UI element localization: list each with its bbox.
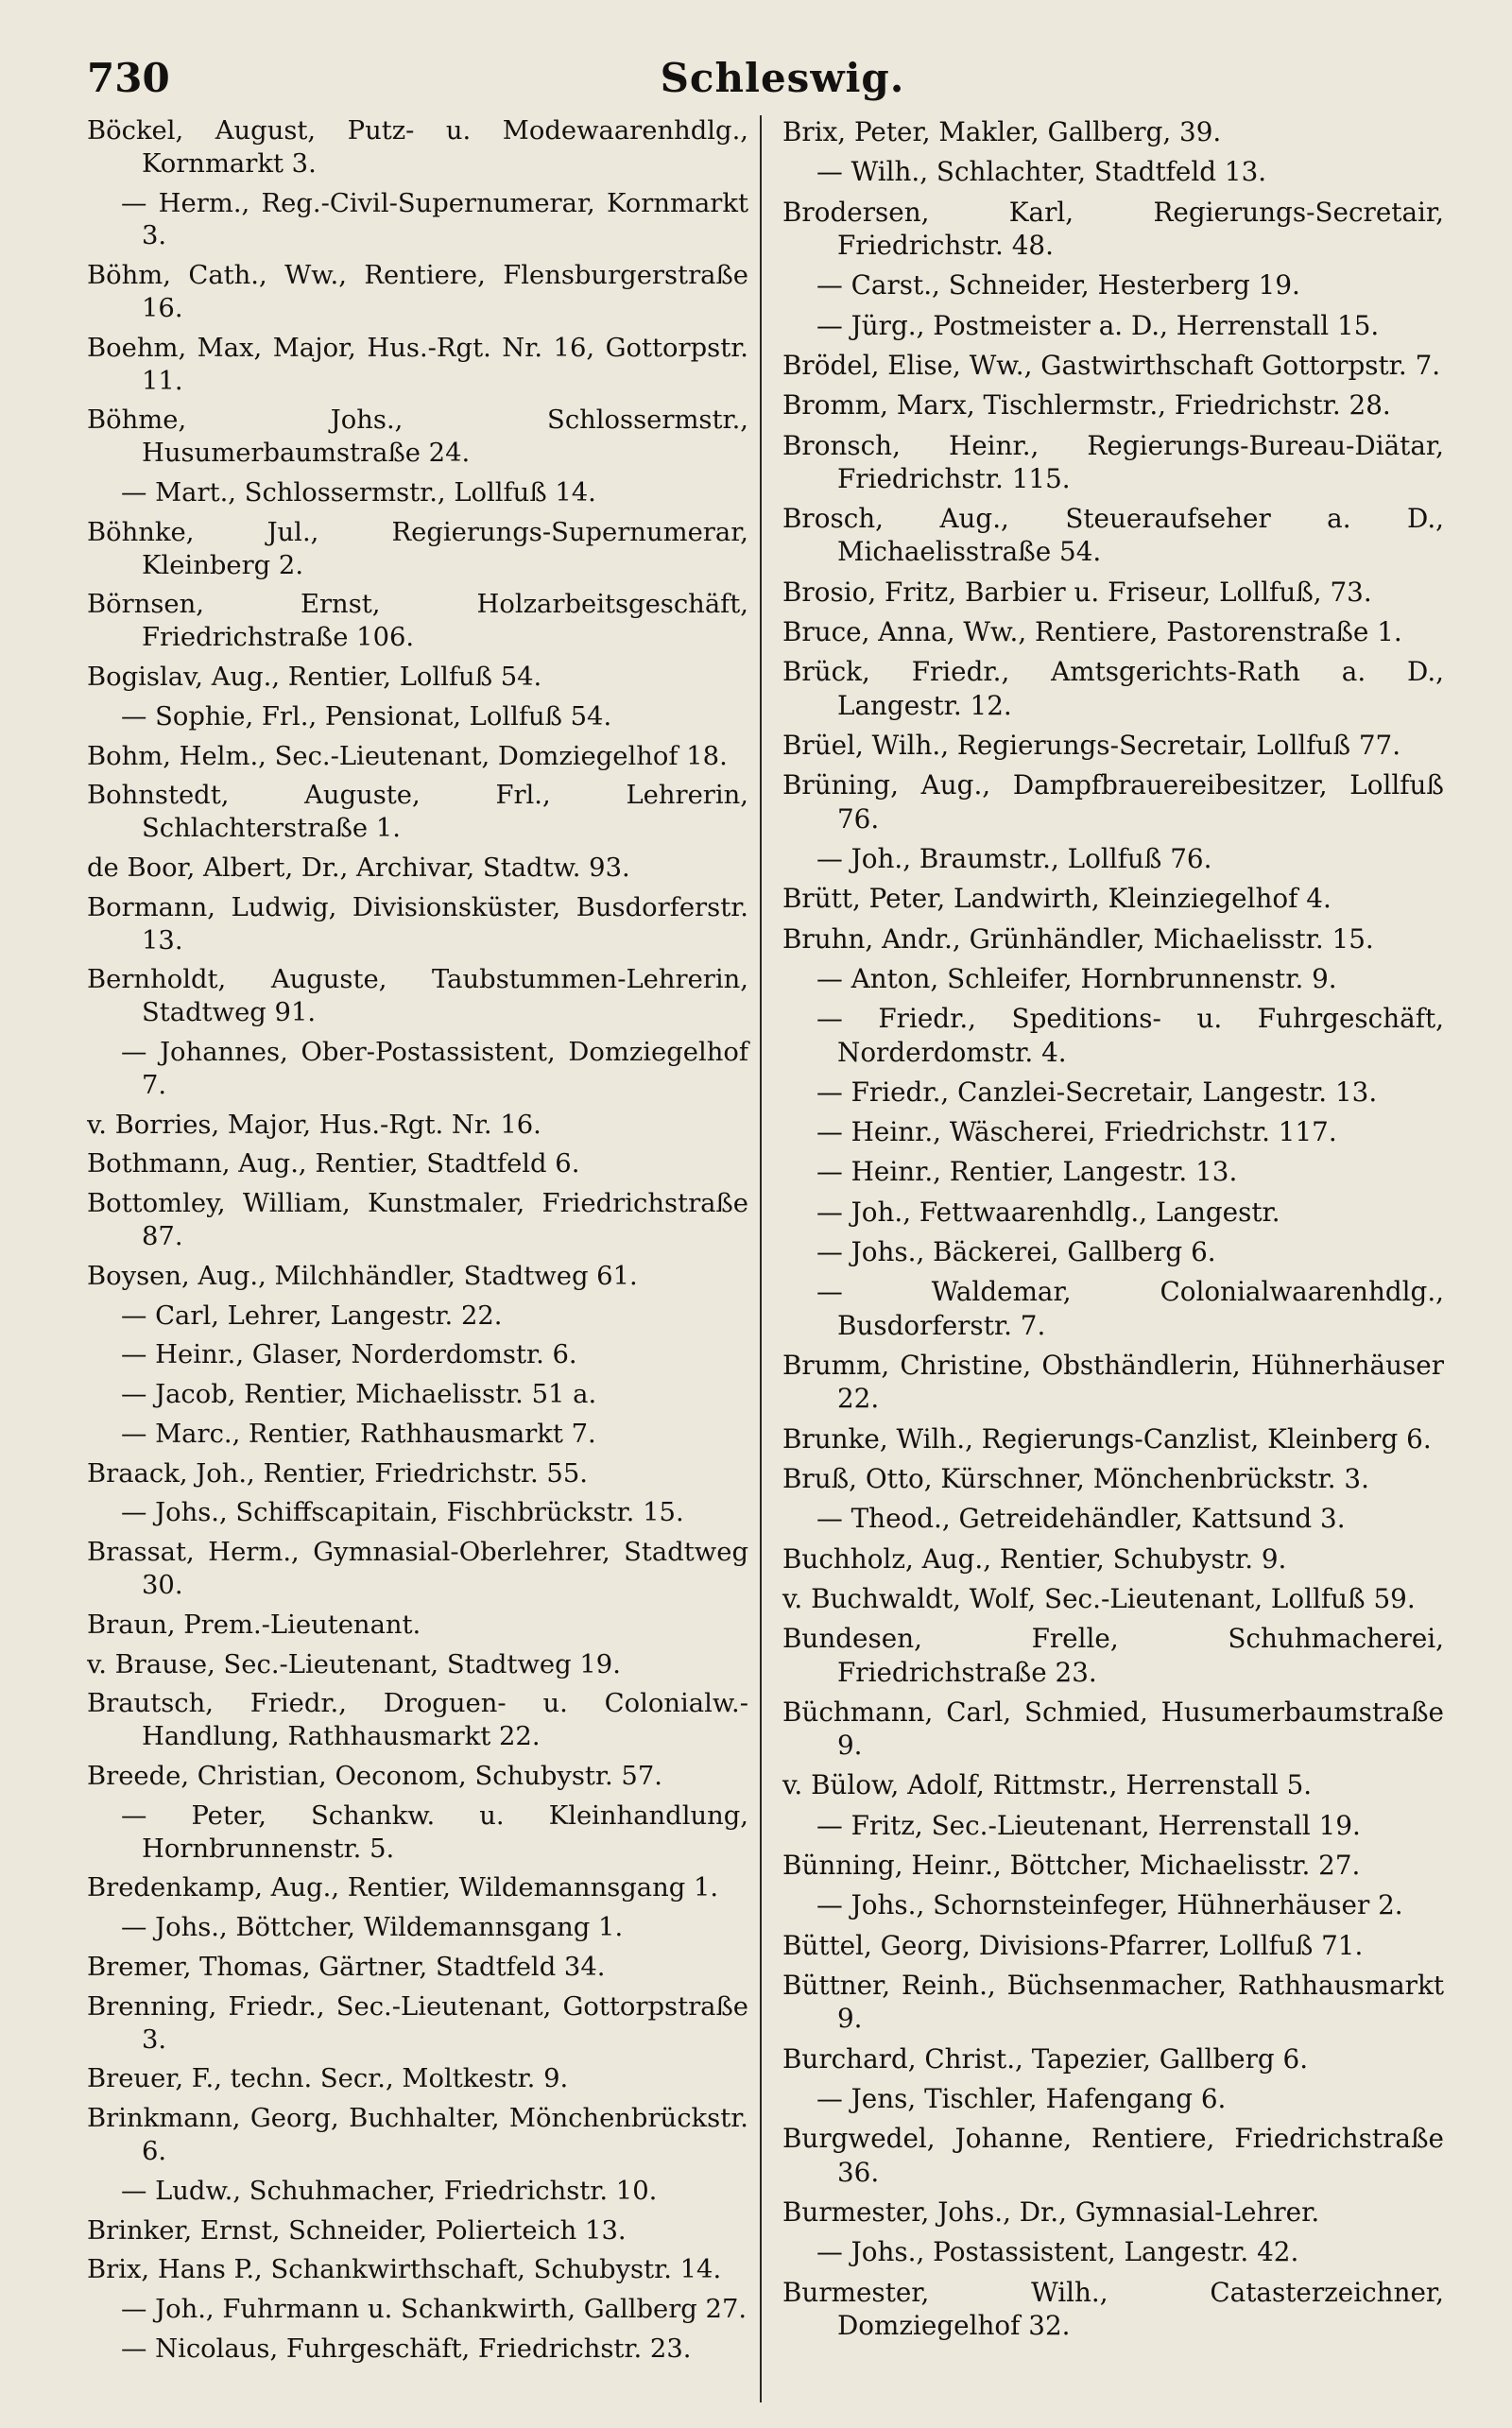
directory-entry: — Jacob, Rentier, Michaelisstr. 51 a. [121,1380,597,1410]
directory-entry: Büttner, Reinh., Büchsenmacher, Rathhausmarkt 9. [782,1970,1444,2035]
directory-entry: Brück, Friedr., Amtsgerichts-Rath a. D., Langestr. 12. [782,656,1444,721]
right-column [762,115,1444,2402]
directory-entry: Böhm, Cath., Ww., Rentiere, Flensburgerstraße 16. [87,261,748,323]
directory-entry: — Nicolaus, Fuhrgeschäft, Friedrichstr. 23. [121,2334,692,2365]
directory-entry: — Sophie, Frl., Pensionat, Lollfuß 54. [121,701,612,732]
directory-entry: Braack, Joh., Rentier, Friedrichstr. 55. [87,1458,588,1489]
directory-entry: — Carst., Schneider, Hesterberg 19. [816,269,1300,301]
directory-entry: Bohm, Helm., Sec.-Lieutenant, Domziegelhof 18. [87,741,728,771]
directory-entry: Brüel, Wilh., Regierungs-Secretair, Lollfuß 77. [782,730,1401,761]
directory-entry: — Fritz, Sec.-Lieutenant, Herrenstall 19. [816,1809,1361,1841]
directory-entry: — Heinr., Rentier, Langestr. 13. [816,1156,1238,1188]
directory-entry: Buchholz, Aug., Rentier, Schubystr. 9. [782,1542,1287,1575]
directory-entry: — Waldemar, Colonialwaarenhdlg., Busdorferstr. 7. [816,1276,1444,1341]
directory-entry: Brüning, Aug., Dampfbrauereibesitzer, Lollfuß 76. [782,769,1444,835]
left-column [87,115,760,2402]
directory-entry: de Boor, Albert, Dr., Archivar, Stadtw. 93. [87,852,630,883]
directory-entry: Burmester, Wilh., Catasterzeichner, Domziegelhof 32. [782,2276,1444,2341]
directory-entry: Büchmann, Carl, Schmied, Husumerbaumstraße 9. [782,1696,1444,1762]
directory-entry: — Joh., Fettwaarenhdlg., Langestr. [816,1196,1280,1228]
directory-entry: Bruce, Anna, Ww., Rentiere, Pastorenstraße 1. [782,616,1402,648]
directory-entry: Bronsch, Heinr., Regierungs-Bureau-Diätar, Friedrichstr. 115. [782,429,1444,494]
directory-entry: Böhnke, Jul., Regierungs-Supernumerar, Kleinberg 2. [87,517,748,580]
directory-entry: — Johannes, Ober-Postassistent, Domziegelhof 7. [121,1037,748,1100]
directory-entry: Bünning, Heinr., Böttcher, Michaelisstr. 27. [782,1850,1361,1882]
directory-entry: — Friedr., Canzlei-Secretair, Langestr. 13. [816,1076,1378,1108]
directory-entry: — Johs., Böttcher, Wildemannsgang 1. [121,1913,624,1943]
directory-entry: Brosio, Fritz, Barbier u. Friseur, Lollfuß, 73. [782,576,1372,608]
directory-entry: — Mart., Schlossermstr., Lollfuß 14. [121,477,596,508]
directory-entry: Burchard, Christ., Tapezier, Gallberg 6. [782,2042,1309,2075]
directory-entry: — Friedr., Speditions- u. Fuhrgeschäft, Norderdomstr. 4. [816,1003,1444,1068]
directory-entry: Brinker, Ernst, Schneider, Polierteich 13. [87,2215,627,2246]
directory-entry: Böckel, August, Putz- u. Modewaarenhdlg., Kornmarkt 3. [87,116,748,179]
directory-entry: Burgwedel, Johanne, Rentiere, Friedrichstraße 36. [782,2123,1444,2188]
directory-entry: — Herm., Reg.-Civil-Supernumerar, Kornmarkt 3. [121,188,748,251]
directory-entry: Breede, Christian, Oeconom, Schubystr. 57. [87,1762,662,1792]
directory-entry: Bothmann, Aug., Rentier, Stadtfeld 6. [87,1149,580,1180]
directory-entry: Bohnstedt, Auguste, Frl., Lehrerin, Schlachterstraße 1. [87,781,748,844]
directory-entry: v. Brause, Sec.-Lieutenant, Stadtweg 19. [87,1649,621,1679]
directory-entry: — Johs., Bäckerei, Gallberg 6. [816,1236,1216,1268]
directory-entry: Bruhn, Andr., Grünhändler, Michaelisstr. 15. [782,922,1374,955]
directory-entry: Bormann, Ludwig, Divisionsküster, Busdorferstr. 13. [87,892,748,956]
directory-entry: — Peter, Schankw. u. Kleinhandlung, Hornbrunnenstr. 5. [121,1800,748,1864]
directory-entry: — Heinr., Wäscherei, Friedrichstr. 117. [816,1116,1337,1148]
directory-entry: Bottomley, William, Kunstmaler, Friedrichstraße 87. [87,1189,748,1251]
directory-entry: Brumm, Christine, Obsthändlerin, Hühnerhäuser 22. [782,1350,1444,1415]
directory-entry: v. Borries, Major, Hus.-Rgt. Nr. 16. [87,1110,541,1140]
directory-entry: Böhme, Johs., Schlossermstr., Husumerbaumstraße 24. [87,405,748,469]
directory-entry: — Ludw., Schuhmacher, Friedrichstr. 10. [121,2176,658,2206]
directory-entry: — Heinr., Glaser, Norderdomstr. 6. [121,1340,577,1370]
directory-entry: — Anton, Schleifer, Hornbrunnenstr. 9. [816,962,1337,994]
directory-entry: Breuer, F., techn. Secr., Moltkestr. 9. [87,2064,569,2094]
directory-entry: Brödel, Elise, Ww., Gastwirthschaft Gottorpstr. 7. [782,349,1441,381]
directory-entry: Brütt, Peter, Landwirth, Kleinziegelhof 4. [782,883,1332,915]
directory-entry: — Carl, Lehrer, Langestr. 22. [121,1300,503,1331]
directory-entry: Brenning, Friedr., Sec.-Lieutenant, Gottorpstraße 3. [87,1991,748,2055]
directory-entry: Büttel, Georg, Divisions-Pfarrer, Lollfuß 71. [782,1929,1364,1961]
directory-entry: Brix, Hans P., Schankwirthschaft, Schubystr. 14. [87,2255,722,2285]
page-header [87,38,1478,115]
directory-entry: Brunke, Wilh., Regierungs-Canzlist, Kleinberg 6. [782,1422,1432,1455]
directory-entry: Burmester, Johs., Dr., Gymnasial-Lehrer. [782,2196,1320,2228]
directory-entry: — Jens, Tischler, Hafengang 6. [816,2082,1227,2114]
directory-entry: — Johs., Schornsteinfeger, Hühnerhäuser 2. [816,1889,1403,1921]
directory-entry: Brodersen, Karl, Regierungs-Secretair, Friedrichstr. 48. [782,196,1444,261]
directory-entry: Bernholdt, Auguste, Taubstummen-Lehrerin, Stadtweg 91. [87,965,748,1028]
directory-entry: Brassat, Herm., Gymnasial-Oberlehrer, Stadtweg 30. [87,1538,748,1601]
directory-entry: v. Bülow, Adolf, Rittmstr., Herrenstall 5. [782,1769,1313,1801]
directory-entry: Boysen, Aug., Milchhändler, Stadtweg 61. [87,1261,638,1291]
running-head: Schleswig. [660,55,905,101]
directory-entry: Bundesen, Frelle, Schuhmacherei, Friedrichstraße 23. [782,1623,1444,1688]
directory-entry: Brix, Peter, Makler, Gallberg, 39. [782,116,1222,147]
directory-entry: Bruß, Otto, Kürschner, Mönchenbrückstr. 3. [782,1462,1369,1494]
directory-entry: Bromm, Marx, Tischlermstr., Friedrichstr. 28. [782,389,1391,422]
directory-entry: — Marc., Rentier, Rathhausmarkt 7. [121,1419,596,1449]
directory-entry: — Joh., Braumstr., Lollfuß 76. [816,842,1212,874]
directory-columns [87,115,1478,2402]
directory-entry: v. Buchwaldt, Wolf, Sec.-Lieutenant, Lollfuß 59. [782,1582,1416,1614]
directory-entry: — Jürg., Postmeister a. D., Herrenstall 15. [816,309,1380,341]
directory-entry: Bremer, Thomas, Gärtner, Stadtfeld 34. [87,1953,606,1983]
directory-entry: Bogislav, Aug., Rentier, Lollfuß 54. [87,662,542,692]
page-number: 730 [87,55,170,101]
directory-entry: — Theod., Getreidehändler, Kattsund 3. [816,1503,1346,1535]
directory-entry: Boehm, Max, Major, Hus.-Rgt. Nr. 16, Gottorpstr. 11. [87,333,748,396]
directory-entry: Brinkmann, Georg, Buchhalter, Mönchenbrückstr. 6. [87,2104,748,2167]
directory-entry: — Wilh., Schlachter, Stadtfeld 13. [816,156,1267,188]
directory-entry: Brosch, Aug., Steueraufseher a. D., Michaelisstraße 54. [782,503,1444,568]
directory-entry: — Joh., Fuhrmann u. Schankwirth, Gallberg 27. [121,2295,747,2325]
directory-entry: Börnsen, Ernst, Holzarbeitsgeschäft, Friedrichstraße 106. [87,590,748,653]
directory-entry: — Johs., Schiffscapitain, Fischbrückstr. 15. [121,1498,684,1528]
directory-entry: — Johs., Postassistent, Langestr. 42. [816,2236,1299,2268]
directory-entry: Braun, Prem.-Lieutenant. [87,1610,421,1640]
directory-entry: Brautsch, Friedr., Droguen- u. Colonialw.-Handlung, Rathhausmarkt 22. [87,1689,748,1752]
directory-entry: Bredenkamp, Aug., Rentier, Wildemannsgang 1. [87,1873,719,1903]
